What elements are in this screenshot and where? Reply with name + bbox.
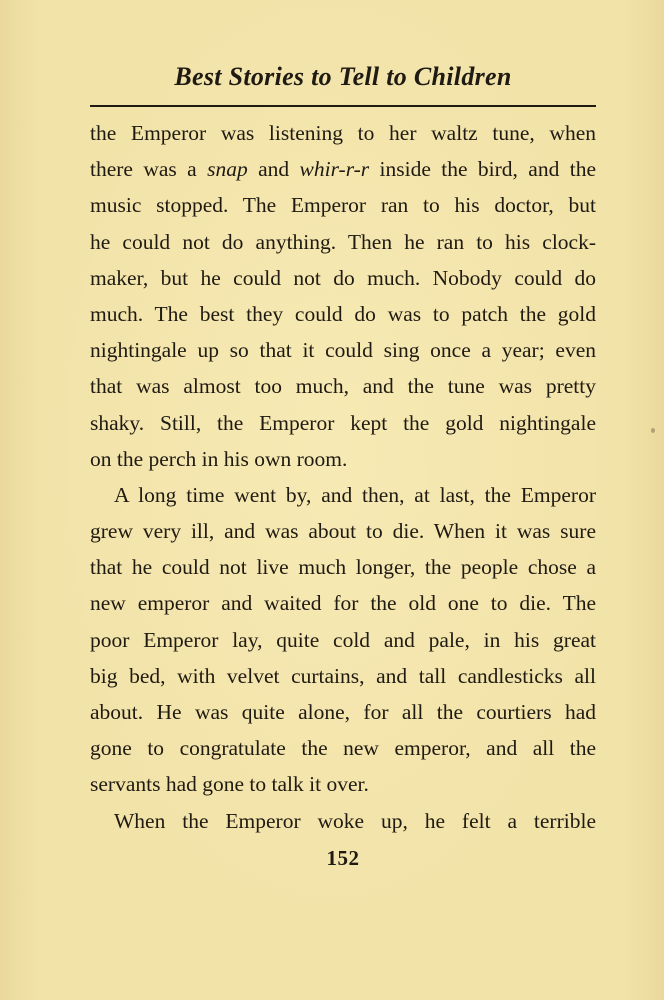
running-head: Best Stories to Tell to Children [174, 62, 512, 91]
text-line: A long time went by, and then, at last, the Emperor [114, 482, 596, 507]
text-line: grew very ill, and was about to die. When it was sure [90, 519, 596, 544]
text-line: music stopped. The Emperor ran to his doctor, but [90, 193, 596, 218]
text-line: maker, but he could not do much. Nobody could do [90, 265, 596, 290]
italic-word: whir-r-r [299, 157, 370, 182]
text-line: When the Emperor woke up, he felt a terrible [114, 808, 596, 833]
text-line: about. He was quite alone, for all the courtiers had [90, 700, 596, 724]
text-line: nightingale up so that it could sing once a year; even [90, 338, 596, 363]
text-line: shaky. Still, the Emperor kept the gold nightingale [90, 410, 596, 435]
page-number: 152 [326, 846, 360, 870]
text-line: big bed, with velvet curtains, and tall candlesticks all [90, 663, 596, 688]
text-line: new emperor and waited for the old one to die. The [90, 591, 596, 616]
text-segment: inside the bird, and the [369, 157, 596, 182]
text-line: he could not do anything. Then he ran to his clock- [90, 229, 596, 254]
text-line: poor Emperor lay, quite cold and pale, in his great [90, 627, 596, 652]
text-line: that was almost too much, and the tune was pretty [90, 374, 596, 399]
text-line: much. The best they could do was to patch the gold [90, 301, 596, 326]
text-line: gone to congratulate the new emperor, and all the [90, 736, 596, 761]
text-line: that he could not live much longer, the people chose a [90, 555, 596, 580]
text-segment: there was a [90, 157, 208, 182]
text-line: the Emperor was listening to her waltz tune, when [90, 121, 596, 145]
text-line [90, 151, 596, 187]
text-segment: and [247, 157, 300, 182]
paper-speck [651, 428, 655, 433]
text-line: on the perch in his own room. [90, 446, 348, 471]
text-line: servants had gone to talk it over. [90, 772, 369, 797]
italic-word: snap [207, 157, 248, 182]
header-rule [90, 105, 596, 107]
body-text [90, 115, 596, 839]
